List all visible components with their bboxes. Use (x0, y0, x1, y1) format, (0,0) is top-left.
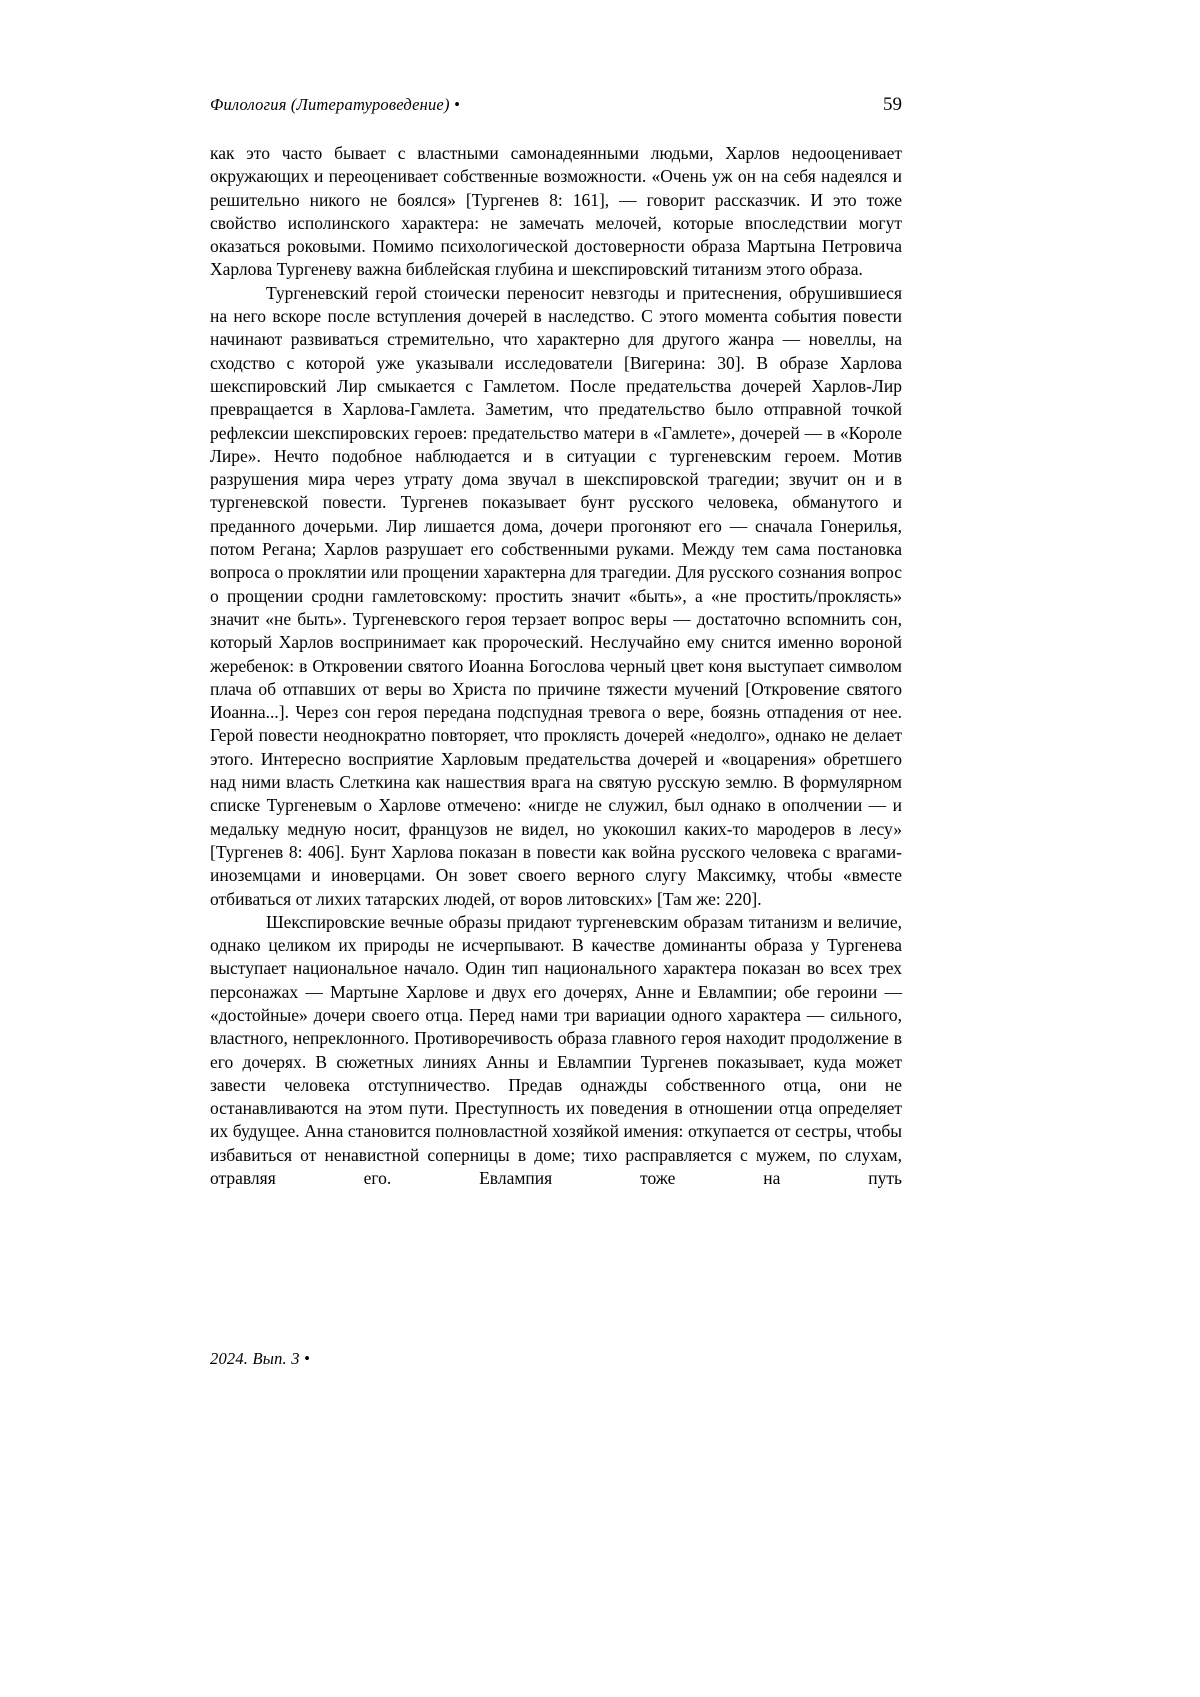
page-content (210, 94, 902, 1190)
page-header (210, 94, 902, 116)
page-footer (210, 1349, 310, 1369)
paragraph: Шекспировские вечные образы придают тургеневским образам титанизм и величие, однако целиком их природы не исчерпывают. В качестве доминанты образа у Тургенева выступает национальное начало. Один тип национального характера показан во всех трех персонажах — Мартыне Харлове и двух его дочерях, Анне и Евлампии; обе героини — «достойные» дочери своего отца. Перед нами три вариации одного характера — сильного, властного, непреклонного. Противоречивость образа главного героя находит продолжение в его дочерях. В сюжетных линиях Анны и Евлампии Тургенев показывает, куда может завести человека отступничество. Предав однажды собственного отца, они не останавливаются на этом пути. Преступность их поведения в отношении отца определяет их будущее. Анна становится полновластной хозяйкой имения: откупается от сестры, чтобы избавиться от ненавистной соперницы в доме; тихо расправляется с мужем, по слухам, отравляя его. Евлампия тоже на путь (210, 911, 902, 1189)
paragraph-continuation: как это часто бывает с властными самонадеянными людьми, Харлов недооценивает окружающих и переоценивает собственные возможности. «Очень уж он на себя надеялся и решительно никого не боялся» [Тургенев 8: 161], — говорит рассказчик. И это тоже свойство исполинского характера: не замечать мелочей, которые впоследствии могут оказаться роковыми. Помимо психологической достоверности образа Мартына Петровича Харлова Тургеневу важна библейская глубина и шекспировский титанизм этого образа. (210, 143, 902, 280)
article-body (210, 142, 902, 1190)
running-head-section-title: Филология (Литературоведение) • (210, 95, 460, 114)
page-number: 59 (883, 94, 902, 115)
paragraph: Тургеневский герой стоически переносит невзгоды и притеснения, обрушившиеся на него вскоре после вступления дочерей в наследство. С этого момента события повести начинают развиваться стремительно, что характерно для другого жанра — новеллы, на сходство с которой уже указывали исследователи [Вигерина: 30]. В образе Харлова шекспировский Лир смыкается с Гамлетом. После предательства дочерей Харлов-Лир превращается в Харлова-Гамлета. Заметим, что предательство было отправной точкой рефлексии шекспировских героев: предательство матери в «Гамлете», дочерей — в «Короле Лире». Нечто подобное наблюдается и в ситуации с тургеневским героем. Мотив разрушения мира через утрату дома звучал в шекспировской трагедии; звучит он и в тургеневской повести. Тургенев показывает бунт русского человека, обманутого и преданного дочерьми. Лир лишается дома, дочери прогоняют его — сначала Гонерилья, потом Регана; Харлов разрушает его собственными руками. Между тем сама постановка вопроса о проклятии или прощении характерна для трагедии. Для русского сознания вопрос о прощении сродни гамлетовскому: простить значит «быть», а «не простить/проклясть» значит «не быть». Тургеневского героя терзает вопрос веры — достаточно вспомнить сон, который Харлов воспринимает как пророческий. Неслучайно ему снится именно вороной жеребенок: в Откровении святого Иоанна Богослова черный цвет коня выступает символом плача об отпавших от веры во Христа по причине тяжести мучений [Откровение святого Иоанна...]. Через сон героя передана подспудная тревога о вере, боязнь отпадения от нее. Герой повести неоднократно повторяет, что проклясть дочерей «недолго», однако не делает этого. Интересно восприятие Харловым предательства дочерей и «воцарения» обретшего над ними власть Слеткина как нашествия врага на святую русскую землю. В формулярном списке Тургеневым о Харлове отмечено: «нигде не служил, был однако в ополчении — и медальку медную носит, французов не видел, но укокошил каких-то мародеров в лесу» [Тургенев 8: 406]. Бунт Харлова показан в повести как война русского человека с врагами-иноземцами и иноверцами. Он зовет своего верного слугу Максимку, чтобы «вместе отбиваться от лихих татарских людей, от воров литовских» [Там же: 220]. (210, 282, 902, 909)
footer-issue-info: 2024. Вып. 3 • (210, 1349, 310, 1368)
